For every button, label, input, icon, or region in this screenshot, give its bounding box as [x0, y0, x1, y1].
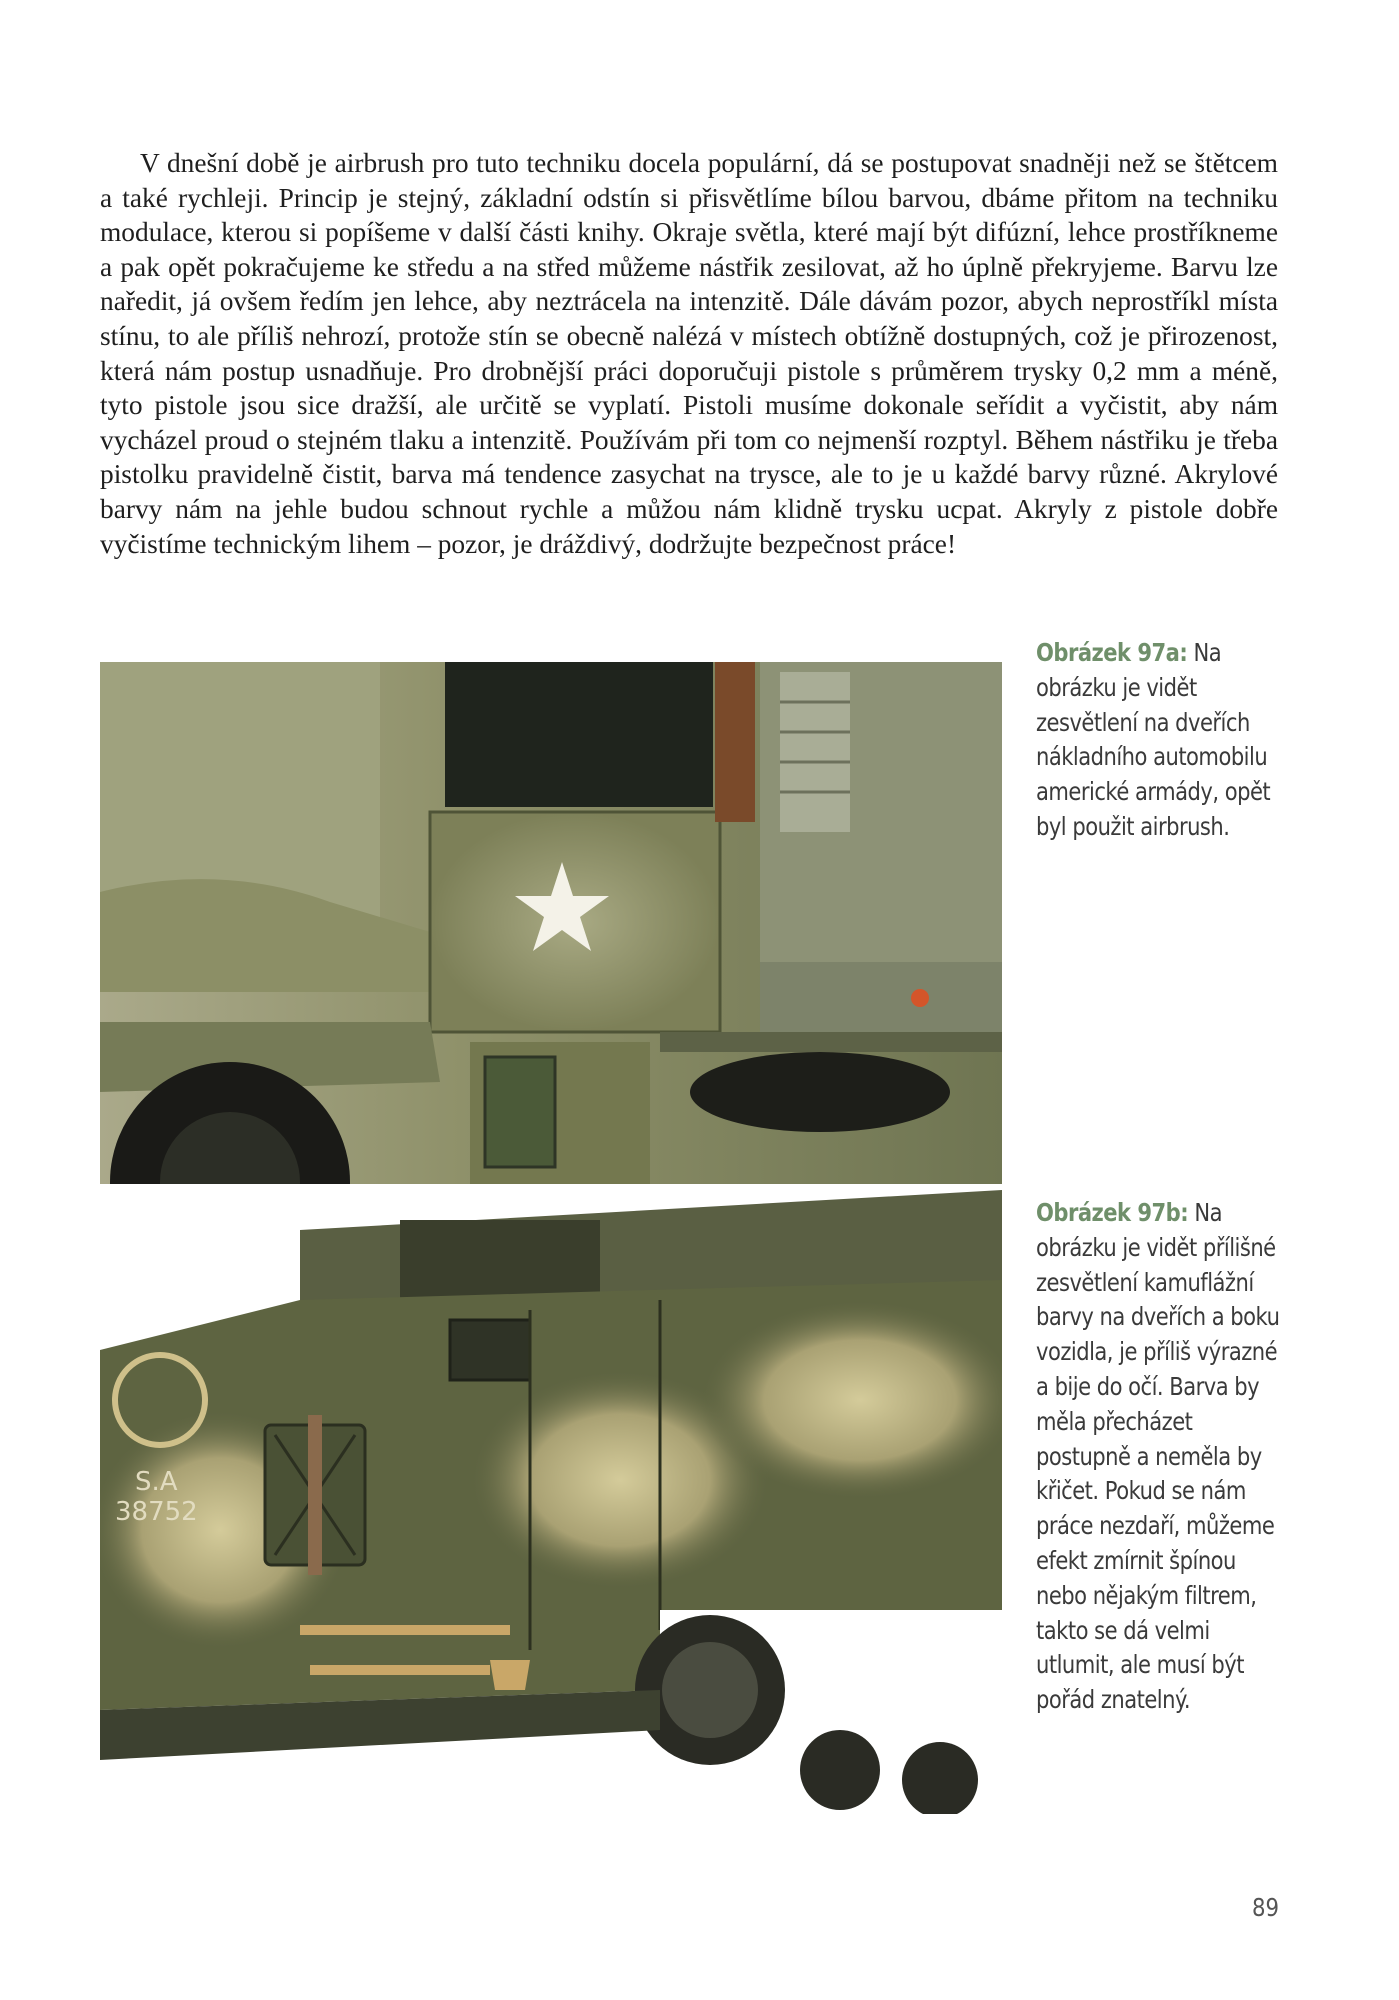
- photo-b-marking-text: S.A: [135, 1467, 178, 1497]
- figure-97b-caption: [1036, 1196, 1281, 1718]
- figure-97a-label: Obrázek 97a:: [1036, 638, 1188, 667]
- figure-97a-caption: [1036, 636, 1281, 845]
- figure-97b-photo: [100, 1190, 1002, 1814]
- figure-97a-text: Na obrázku je vidět zesvětlení na dveřích nákladního automobilu americké armády, opět byl použit airbrush.: [1036, 638, 1271, 841]
- figure-97b-text: Na obrázku je vidět přílišné zesvětlení kamuflážní barvy na dveřích a boku vozidla, je příliš výrazné a bije do očí. Barva by měla přecházet postupně a neměla by křičet. Pokud se nám práce nezdaří, můžeme efekt zmírnit špínou nebo nějakým filtrem, takto se dá velmi utlumit, ale musí být pořád znatelný.: [1036, 1198, 1280, 1715]
- body-paragraph: V dnešní době je airbrush pro tuto techniku docela populární, dá se postupovat snadněji než se štětcem a také rychleji. Princip je stejný, základní odstín si přisvětlíme bílou barvou, dbáme přitom na techniku modulace, kterou si popíšeme v další části knihy. Okraje světla, které mají být difúzní, lehce prostříkneme a pak opět pokračujeme ke středu a na střed můžeme nástřik zesilovat, až ho úplně překryjeme. Barvu lze naředit, já ovšem ředím jen lehce, aby neztrácela na intenzitě. Dále dávám pozor, abych neprostříkl místa stínu, to ale příliš nehrozí, protože stín se obecně nalézá v místech obtížně dostupných, což je přirozenost, která nám postup usnadňuje. Pro drobnější práci doporučuji pistole s průměrem trysky 0,2 mm a méně, tyto pistole jsou sice dražší, ale určitě se vyplatí. Pistoli musíme dokonale seřídit a vyčistit, aby nám vycházel proud o stejném tlaku a intenzitě. Používám při tom co nejmenší rozptyl. Během nástřiku je třeba pistolku pravidelně čistit, barva má tendence zasychat na trysce, ale to je u každé barvy různé. Akrylové barvy nám na jehle budou schnout rychle a můžou nám klidně trysku ucpat. Akryly z pistole dobře vyčistíme technickým lihem – pozor, je dráždivý, dodržujte bezpečnost práce!: [100, 148, 1278, 559]
- svg-text:38752: 38752: [115, 1497, 198, 1527]
- figure-97b-label: Obrázek 97b:: [1036, 1198, 1189, 1227]
- figure-97a-photo: [100, 662, 1002, 1184]
- page-number: 89: [1252, 1893, 1280, 1922]
